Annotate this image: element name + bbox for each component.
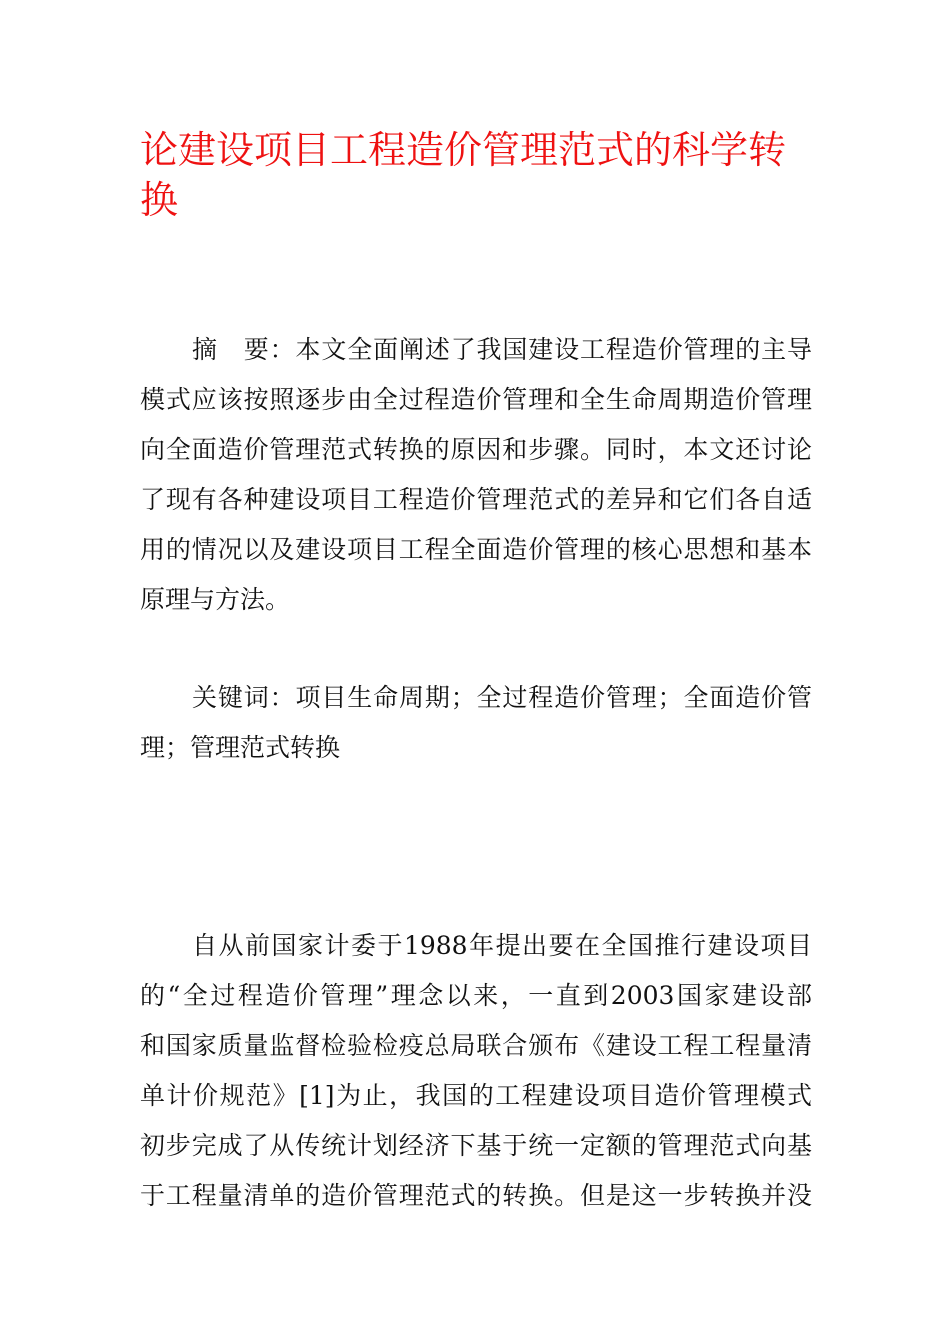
keywords-paragraph xyxy=(140,673,812,773)
body-paragraph xyxy=(140,921,812,1221)
abstract-line: 了现有各种建设项目工程造价管理范式的差异和它们各自适 xyxy=(140,485,812,514)
body-line: 单计价规范》[1]为止，我国的工程建设项目造价管理模式 xyxy=(140,1081,812,1110)
keywords-line: 关键词：项目生命周期；全过程造价管理；全面造价管 xyxy=(192,683,812,712)
abstract-line: 用的情况以及建设项目工程全面造价管理的核心思想和基本 xyxy=(140,535,812,564)
body-line: 自从前国家计委于1988年提出要在全国推行建设项目 xyxy=(192,931,812,960)
abstract-line: 模式应该按照逐步由全过程造价管理和全生命周期造价管理 xyxy=(140,385,812,414)
abstract-line: 原理与方法。 xyxy=(140,585,291,614)
body-line: 的“全过程造价管理”理念以来，一直到2003国家建设部 xyxy=(140,981,812,1010)
title-line: 换 xyxy=(140,178,179,222)
body-line: 初步完成了从传统计划经济下基于统一定额的管理范式向基 xyxy=(140,1131,812,1160)
abstract-line: 向全面造价管理范式转换的原因和步骤。同时，本文还讨论 xyxy=(140,435,812,464)
abstract-line: 摘 要：本文全面阐述了我国建设工程造价管理的主导 xyxy=(192,335,812,364)
document-title xyxy=(140,125,820,225)
body-line: 于工程量清单的造价管理范式的转换。但是这一步转换并没 xyxy=(140,1181,812,1210)
keywords-line: 理；管理范式转换 xyxy=(140,733,341,762)
title-line: 论建设项目工程造价管理范式的科学转 xyxy=(140,128,787,172)
abstract-paragraph xyxy=(140,325,812,625)
body-line: 和国家质量监督检验检疫总局联合颁布《建设工程工程量清 xyxy=(140,1031,812,1060)
